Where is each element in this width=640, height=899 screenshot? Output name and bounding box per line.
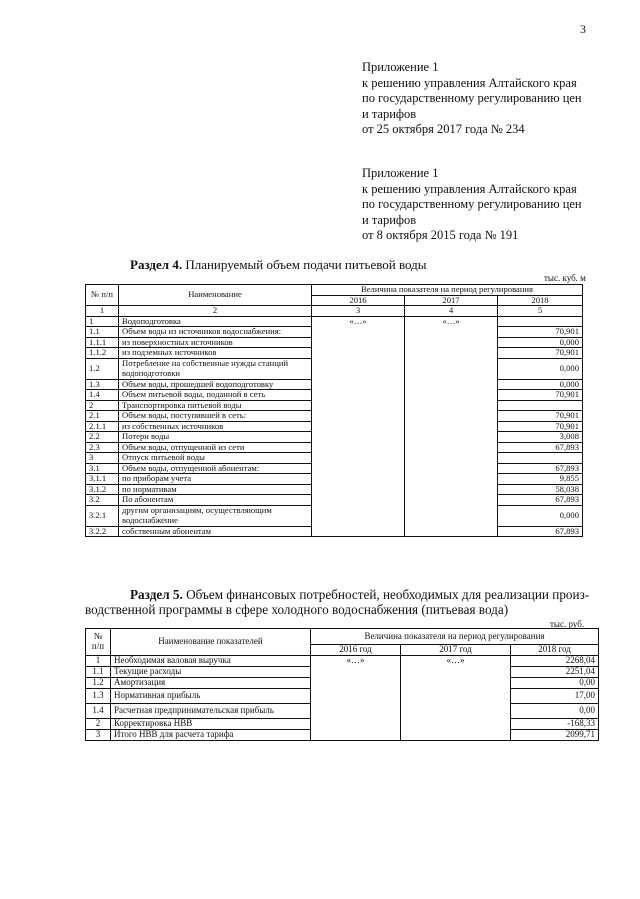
row-name: Транспортировка питьевой воды <box>119 400 312 411</box>
appendix-header-original <box>362 166 582 244</box>
col-head-name: Наименование показателей <box>111 629 311 656</box>
value-2018: 67,893 <box>498 463 583 474</box>
row-number: 1.4 <box>86 390 119 401</box>
row-number: 3 <box>86 729 111 740</box>
row-number: 2.1.1 <box>86 421 119 432</box>
row-number: 1.1 <box>86 666 111 677</box>
section5-title-text: Объем финансовых потребностей, необходимых для реализации произ- <box>182 587 590 602</box>
value-2018: 0,000 <box>498 337 583 348</box>
row-number: 3.1.1 <box>86 474 119 485</box>
page-number: 3 <box>580 22 586 36</box>
year-header: 2018 <box>498 295 583 306</box>
row-name: Объем воды, поступившей в сеть: <box>119 411 312 422</box>
row-name: Объем воды, прошедшей водоподготовку <box>119 379 312 390</box>
row-number: 3.2 <box>86 495 119 506</box>
table-row <box>86 316 583 327</box>
appendix-line: к решению управления Алтайского края <box>362 181 577 196</box>
row-number: 1.1 <box>86 327 119 338</box>
col-head-period: Величина показателя на период регулирования <box>312 285 583 296</box>
col-head-num: № п/п <box>86 629 111 656</box>
row-number: 3.1 <box>86 463 119 474</box>
row-number: 2 <box>86 400 119 411</box>
row-name: Амортизация <box>111 677 311 688</box>
appendix-line: Приложение 1 <box>362 166 439 180</box>
appendix-line: к решению управления Алтайского края <box>362 75 577 90</box>
value-2018: 0,00 <box>511 677 599 688</box>
value-2018: 70,901 <box>498 327 583 338</box>
row-number: 1 <box>86 655 111 666</box>
value-2018: 70,901 <box>498 348 583 359</box>
row-name: из поверхностных источников <box>119 337 312 348</box>
row-name: Водоподготовка <box>119 316 312 327</box>
appendix-line: и тарифов <box>362 106 417 121</box>
value-2018: 3,008 <box>498 432 583 443</box>
row-name: Необходимая валовая выручка <box>111 655 311 666</box>
value-2018: 67,893 <box>498 526 583 537</box>
value-2018: 67,893 <box>498 495 583 506</box>
row-number: 1.4 <box>86 703 111 718</box>
row-name: Текущие расходы <box>111 666 311 677</box>
section5-unit: тыс. руб. <box>550 619 585 629</box>
value-2018: 17,00 <box>511 688 599 703</box>
row-number: 3.2.1 <box>86 505 119 526</box>
row-name: по нормативам <box>119 484 312 495</box>
col-number: 2 <box>119 306 312 317</box>
appendix-line: по государственному регулированию цен <box>362 197 582 211</box>
value-2017: «…» <box>401 655 511 740</box>
row-number: 2.1 <box>86 411 119 422</box>
row-name: собственным абонентам <box>119 526 312 537</box>
value-2018: 70,901 <box>498 411 583 422</box>
row-number: 1.2 <box>86 358 119 379</box>
row-number: 2 <box>86 718 111 729</box>
row-number: 1.1.1 <box>86 337 119 348</box>
row-name: Объем питьевой воды, поданной в сеть <box>119 390 312 401</box>
year-header: 2017 <box>405 295 498 306</box>
row-name: Объем воды из источников водоснабжения: <box>119 327 312 338</box>
col-number: 3 <box>312 306 405 317</box>
appendix-line: по государственному регулированию цен <box>362 91 582 105</box>
value-2018: 70,901 <box>498 390 583 401</box>
row-name: из подземных источников <box>119 348 312 359</box>
row-name: Итого НВВ для расчета тарифа <box>111 729 311 740</box>
row-number: 1.3 <box>86 379 119 390</box>
value-2018: 2268,04 <box>511 655 599 666</box>
value-2018: 70,901 <box>498 421 583 432</box>
value-2018: 2099,71 <box>511 729 599 740</box>
row-number: 2.3 <box>86 442 119 453</box>
row-name: из собственных источников <box>119 421 312 432</box>
row-name: Отпуск питьевой воды <box>119 453 312 464</box>
value-2018: -168,33 <box>511 718 599 729</box>
row-name: по приборам учета <box>119 474 312 485</box>
row-number: 1 <box>86 316 119 327</box>
value-2018 <box>498 400 583 411</box>
section5-title <box>130 587 589 603</box>
appendix-line: от 25 октября 2017 года № 234 <box>362 122 525 136</box>
value-2018: 9,855 <box>498 474 583 485</box>
value-2018: 0,000 <box>498 505 583 526</box>
year-header: 2017 год <box>401 645 511 656</box>
value-2018: 58,038 <box>498 484 583 495</box>
section5-title-line2: водственной программы в сфере холодного водоснабжения (питьевая вода) <box>85 602 509 617</box>
value-2018 <box>498 316 583 327</box>
value-2018: 0,00 <box>511 703 599 718</box>
row-name: Объем воды, отпущенной абонентам: <box>119 463 312 474</box>
value-2017: «…» <box>405 316 498 537</box>
row-number: 1.2 <box>86 677 111 688</box>
appendix-header-current <box>362 60 582 138</box>
row-number: 3 <box>86 453 119 464</box>
value-2018 <box>498 453 583 464</box>
appendix-line: и тарифов <box>362 212 417 227</box>
value-2018: 67,893 <box>498 442 583 453</box>
value-2018: 0,000 <box>498 379 583 390</box>
col-head-num: № п/п <box>86 285 119 306</box>
row-number: 1.1.2 <box>86 348 119 359</box>
col-head-period: Величина показателя на период регулирования <box>311 629 599 645</box>
row-name: Потребление на собственные нужды станций водоподготовки <box>119 358 312 379</box>
row-number: 1.3 <box>86 688 111 703</box>
section5-title-bold: Раздел 5. <box>130 587 183 602</box>
row-name: Объем воды, отпущенной из сети <box>119 442 312 453</box>
value-2016: «…» <box>312 316 405 537</box>
appendix-line: от 8 октября 2015 года № 191 <box>362 228 519 242</box>
section4-title <box>130 257 427 273</box>
col-number: 4 <box>405 306 498 317</box>
section4-table <box>85 284 583 537</box>
row-name: Нормативная прибыль <box>111 688 311 703</box>
year-header: 2016 <box>312 295 405 306</box>
row-name: Потери воды <box>119 432 312 443</box>
value-2016: «…» <box>311 655 401 740</box>
row-name: Расчетная предпринимательская прибыль <box>111 703 311 718</box>
col-number: 1 <box>86 306 119 317</box>
value-2018: 2251,04 <box>511 666 599 677</box>
year-header: 2016 год <box>311 645 401 656</box>
year-header: 2018 год <box>511 645 599 656</box>
value-2018: 0,000 <box>498 358 583 379</box>
section4-title-bold: Раздел 4. <box>130 257 183 272</box>
row-number: 3.2.2 <box>86 526 119 537</box>
row-name: другим организациям, осуществляющим водоснабжение <box>119 505 312 526</box>
section4-unit: тыс. куб. м <box>544 273 586 283</box>
section5-table <box>85 628 599 741</box>
row-name: По абонентам <box>119 495 312 506</box>
appendix-line: Приложение 1 <box>362 60 439 74</box>
table-row <box>86 655 599 666</box>
row-name: Корректировка НВВ <box>111 718 311 729</box>
section4-title-text: Планируемый объем подачи питьевой воды <box>182 257 427 272</box>
row-number: 3.1.2 <box>86 484 119 495</box>
col-number: 5 <box>498 306 583 317</box>
col-head-name: Наименование <box>119 285 312 306</box>
row-number: 2.2 <box>86 432 119 443</box>
